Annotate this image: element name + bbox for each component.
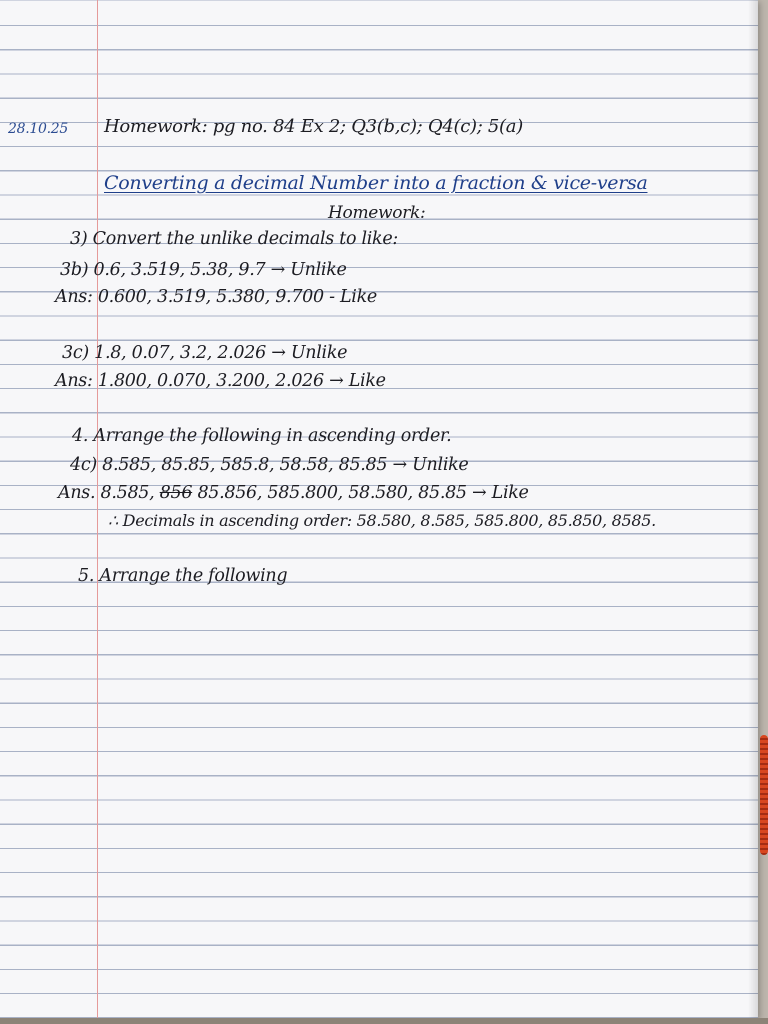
homework-subheading: Homework: [328,203,426,223]
q4c-answer [58,483,529,503]
q3b-answer: Ans: 0.600, 3.519, 5.380, 9.700 - Like [55,287,377,307]
table-surface [0,1018,768,1024]
topic-title: Converting a decimal Number into a fraction & vice-versa [104,172,648,194]
q3b-question: 3b) 0.6, 3.519, 5.38, 9.7 → Unlike [60,260,347,280]
q4c-answer-struck: 856 [159,483,193,503]
q4c-answer-prefix: Ans. 8.585, [58,483,155,503]
date-note: 28.10.25 [8,121,68,137]
margin-line [97,0,98,1018]
red-thread [760,735,768,855]
q3-prompt: 3) Convert the unlike decimals to like: [70,229,399,249]
q3c-question: 3c) 1.8, 0.07, 3.2, 2.026 → Unlike [62,343,348,363]
page-edge-shadow [748,0,758,1018]
q3c-answer: Ans: 1.800, 0.070, 3.200, 2.026 → Like [55,371,386,391]
q4c-question: 4c) 8.585, 85.85, 585.8, 58.58, 85.85 → Unlike [70,455,469,475]
q4c-answer-rest: 85.856, 585.800, 58.580, 85.85 → Like [197,483,529,503]
q4-conclusion: ∴ Decimals in ascending order: 58.580, 8.585, 585.800, 85.850, 8585. [108,511,656,530]
q4-prompt: 4. Arrange the following in ascending order. [72,426,452,446]
q5-prompt: 5. Arrange the following [78,566,288,586]
homework-header: Homework: pg no. 84 Ex 2; Q3(b,c); Q4(c); 5(a) [104,116,523,137]
